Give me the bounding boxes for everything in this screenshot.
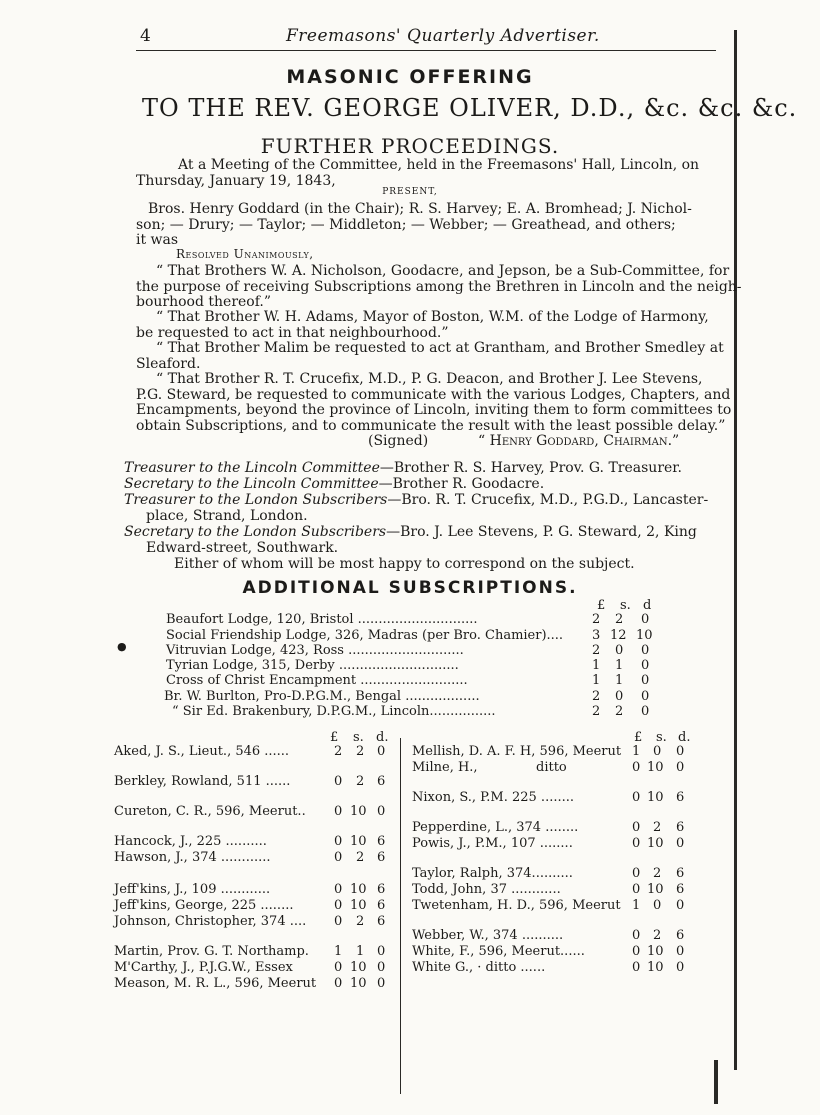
right-row-pence: 6 <box>676 866 685 881</box>
right-row-pounds: 0 <box>632 836 641 851</box>
lodge-row-shillings: 0 <box>615 689 624 704</box>
right-row-pence: 0 <box>676 944 685 959</box>
right-row-pounds: 1 <box>632 898 641 913</box>
left-row-pounds: 0 <box>334 834 343 849</box>
right-row-name: Milne, H., <box>412 760 478 775</box>
lodge-row-name: Vitruvian Lodge, 423, Ross ............................ <box>166 643 464 658</box>
right-row-shillings: 10 <box>647 944 664 959</box>
right-row-pence: 0 <box>676 898 685 913</box>
left-row-name: Jeff'kins, J., 109 ............ <box>114 882 271 897</box>
lodge-row-pounds: 2 <box>592 643 601 658</box>
bullet-mark: ● <box>117 640 127 653</box>
lodge-row-name: Social Friendship Lodge, 326, Madras (per Bro. Chamier).... <box>166 628 564 643</box>
right-row-name: White, F., 596, Meerut...... <box>412 944 585 959</box>
right-row-pence: 6 <box>676 820 685 835</box>
lincoln-secretary <box>124 476 544 492</box>
right-row-shillings: 10 <box>647 960 664 975</box>
right-row-name: Taylor, Ralph, 374.......... <box>412 866 573 881</box>
bros-line-3: it was <box>136 232 179 248</box>
lodge-row-pence: 0 <box>641 689 650 704</box>
left-row-name: Berkley, Rowland, 511 ...... <box>114 774 291 789</box>
lodge-row-pounds: 2 <box>592 612 601 627</box>
right-row-name: Twetenham, H. D., 596, Meerut <box>412 898 621 913</box>
right-row-shillings: 10 <box>647 882 664 897</box>
lodge-row-pence: 10 <box>636 628 653 643</box>
proceedings-heading: FURTHER PROCEEDINGS. <box>260 134 560 158</box>
left-row-shillings: 10 <box>350 804 367 819</box>
left-row-pounds: 0 <box>334 898 343 913</box>
left-row-pounds: 0 <box>334 976 343 991</box>
resolution-4-line-1: “ That Brother R. T. Crucefix, M.D., P. G. Deacon, and Brother J. Lee Stevens, <box>156 371 703 387</box>
right-row-pounds: 0 <box>632 866 641 881</box>
right-row-pence: 6 <box>676 790 685 805</box>
left-row-pence: 6 <box>377 834 386 849</box>
currency-pence: d <box>643 598 652 613</box>
resolution-4-line-2: P.G. Steward, be requested to communicate with the various Lodges, Chapters, and <box>136 387 731 403</box>
london-secretary <box>124 524 697 540</box>
left-row-shillings: 10 <box>350 976 367 991</box>
left-row-name: M'Carthy, J., P.J.G.W., Essex <box>114 960 293 975</box>
resolution-4-line-4: obtain Subscriptions, and to communicate the result with the least possible delay.” <box>136 418 726 434</box>
right-row-pence: 6 <box>676 928 685 943</box>
closing-line: Either of whom will be most happy to correspond on the subject. <box>174 556 635 572</box>
right-row-name: Pepperdine, L., 374 ........ <box>412 820 579 835</box>
currency-pounds: £ <box>597 598 606 613</box>
left-row-pounds: 0 <box>334 914 343 929</box>
left-row-pounds: 0 <box>334 804 343 819</box>
right-row-shillings: 10 <box>647 760 664 775</box>
right-row-shillings: 2 <box>653 820 662 835</box>
lodge-row-shillings: 12 <box>610 628 627 643</box>
meeting-line-1: At a Meeting of the Committee, held in the Freemasons' Hall, Lincoln, on <box>178 157 700 173</box>
resolution-4-line-3: Encampments, beyond the province of Lincoln, inviting them to form committees to <box>136 402 732 418</box>
right-row-pounds: 0 <box>632 944 641 959</box>
right-row-pounds: 0 <box>632 790 641 805</box>
right-row-pounds: 0 <box>632 760 641 775</box>
left-row-name: Jeff'kins, George, 225 ........ <box>114 898 294 913</box>
left-row-name: Hancock, J., 225 .......... <box>114 834 267 849</box>
left-row-shillings: 2 <box>356 774 365 789</box>
officer-name: —Brother R. S. Harvey, Prov. G. Treasurer. <box>379 460 682 476</box>
resolution-1-line-2: the purpose of receiving Subscriptions among the Brethren in Lincoln and the neigh- <box>136 279 742 295</box>
additional-subscriptions-heading: ADDITIONAL SUBSCRIPTIONS. <box>242 578 578 598</box>
lodge-row-pence: 0 <box>641 673 650 688</box>
currency-shillings: s. <box>620 598 631 613</box>
lodge-row-shillings: 0 <box>615 643 624 658</box>
left-row-name: Hawson, J., 374 ............ <box>114 850 271 865</box>
lodge-row-pence: 0 <box>641 612 650 627</box>
left-row-pounds: 1 <box>334 944 343 959</box>
resolution-1-line-1: “ That Brothers W. A. Nicholson, Goodacre, and Jepson, be a Sub-Committee, for <box>156 263 730 279</box>
resolution-2-line-2: be requested to act in that neighbourhood.” <box>136 325 449 341</box>
bros-line-2: son; — Drury; — Taylor; — Middleton; — Webber; — Greathead, and others; <box>136 217 676 233</box>
left-row-pence: 0 <box>377 744 386 759</box>
right-row-pounds: 1 <box>632 744 641 759</box>
dedication-heading: TO THE REV. GEORGE OLIVER, D.D., &c. &c. &c. <box>142 94 798 122</box>
meeting-line-2: Thursday, January 19, 1843, <box>136 173 336 189</box>
right-row-ditto: ditto <box>536 760 567 775</box>
lodge-row-shillings: 2 <box>615 612 624 627</box>
left-row-pence: 0 <box>377 944 386 959</box>
bros-line-1: Bros. Henry Goddard (in the Chair); R. S. Harvey; E. A. Bromhead; J. Nichol- <box>148 201 692 217</box>
left-row-name: Johnson, Christopher, 374 .... <box>114 914 307 929</box>
left-row-pence: 0 <box>377 804 386 819</box>
right-currency-pence: d. <box>678 730 691 745</box>
role-label: Secretary to the London Subscribers <box>124 524 387 540</box>
right-row-pence: 0 <box>676 760 685 775</box>
left-row-pence: 6 <box>377 774 386 789</box>
left-row-shillings: 2 <box>356 744 365 759</box>
edge-mark <box>714 1060 718 1104</box>
left-row-pounds: 0 <box>334 850 343 865</box>
resolution-3-line-1: “ That Brother Malim be requested to act at Grantham, and Brother Smedley at <box>156 340 724 356</box>
lodge-row-name: Cross of Christ Encampment .......................... <box>166 673 468 688</box>
lodge-row-name: Beaufort Lodge, 120, Bristol ............................. <box>166 612 478 627</box>
right-row-pence: 6 <box>676 882 685 897</box>
left-row-name: Aked, J. S., Lieut., 546 ...... <box>114 744 290 759</box>
right-row-name: Webber, W., 374 .......... <box>412 928 564 943</box>
officer-name: —Bro. J. Lee Stevens, P. G. Steward, 2, King <box>386 524 697 540</box>
lodge-row-shillings: 2 <box>615 704 624 719</box>
london-treasurer-address: place, Strand, London. <box>146 508 308 524</box>
left-row-pence: 6 <box>377 898 386 913</box>
left-currency-pence: d. <box>376 730 389 745</box>
lodge-row-pence: 0 <box>641 643 650 658</box>
resolved-label: Resolved Unanimously, <box>176 247 314 261</box>
lodge-row-name: Br. W. Burlton, Pro-D.P.G.M., Bengal .................. <box>164 689 480 704</box>
page-edge-line <box>734 30 737 1070</box>
right-row-name: Powis, J., P.M., 107 ........ <box>412 836 573 851</box>
lodge-row-pounds: 2 <box>592 689 601 704</box>
resolution-3-line-2: Sleaford. <box>136 356 201 372</box>
signature-line: “ Henry Goddard, Chairman.” <box>478 433 680 449</box>
officer-name: —Bro. R. T. Crucefix, M.D., P.G.D., Lancaster- <box>387 492 709 508</box>
lodge-row-name: “ Sir Ed. Brakenbury, D.P.G.M., Lincoln................ <box>172 704 496 719</box>
right-row-pence: 0 <box>676 744 685 759</box>
london-secretary-address: Edward-street, Southwark. <box>146 540 339 556</box>
right-row-pence: 0 <box>676 960 685 975</box>
resolution-1-line-3: bourhood thereof.” <box>136 294 272 310</box>
left-currency-shillings: s. <box>353 730 364 745</box>
left-row-shillings: 2 <box>356 914 365 929</box>
right-row-pounds: 0 <box>632 928 641 943</box>
column-divider <box>400 738 401 1094</box>
role-label: Treasurer to the London Subscribers <box>124 492 388 508</box>
lincoln-treasurer <box>124 460 682 476</box>
right-row-shillings: 2 <box>653 866 662 881</box>
right-row-pounds: 0 <box>632 882 641 897</box>
left-row-pence: 6 <box>377 914 386 929</box>
lodge-row-pence: 0 <box>641 704 650 719</box>
right-row-shillings: 0 <box>653 898 662 913</box>
lodge-row-pounds: 1 <box>592 673 601 688</box>
left-row-pence: 6 <box>377 850 386 865</box>
lodge-row-pounds: 2 <box>592 704 601 719</box>
london-treasurer <box>124 492 708 508</box>
officer-name: —Brother R. Goodacre. <box>378 476 545 492</box>
signed-label: (Signed) <box>368 433 429 449</box>
right-row-name: Nixon, S., P.M. 225 ........ <box>412 790 574 805</box>
left-row-pounds: 2 <box>334 744 343 759</box>
right-currency-shillings: s. <box>656 730 667 745</box>
right-row-pounds: 0 <box>632 960 641 975</box>
right-row-shillings: 10 <box>647 790 664 805</box>
left-row-shillings: 1 <box>356 944 365 959</box>
left-row-pounds: 0 <box>334 882 343 897</box>
left-row-pounds: 0 <box>334 960 343 975</box>
left-row-pence: 0 <box>377 960 386 975</box>
lodge-row-shillings: 1 <box>615 673 624 688</box>
right-row-name: Todd, John, 37 ............ <box>412 882 561 897</box>
left-row-shillings: 10 <box>350 834 367 849</box>
right-row-shillings: 2 <box>653 928 662 943</box>
left-row-pence: 6 <box>377 882 386 897</box>
offering-heading: MASONIC OFFERING <box>286 66 534 88</box>
left-currency-pounds: £ <box>330 730 339 745</box>
left-row-shillings: 10 <box>350 898 367 913</box>
resolution-2-line-1: “ That Brother W. H. Adams, Mayor of Boston, W.M. of the Lodge of Harmony, <box>156 309 709 325</box>
left-row-shillings: 2 <box>356 850 365 865</box>
running-title: Freemasons' Quarterly Advertiser. <box>286 26 600 46</box>
lodge-row-shillings: 1 <box>615 658 624 673</box>
right-currency-pounds: £ <box>634 730 643 745</box>
left-row-pounds: 0 <box>334 774 343 789</box>
right-row-name: Mellish, D. A. F. H, 596, Meerut <box>412 744 622 759</box>
left-row-name: Cureton, C. R., 596, Meerut.. <box>114 804 306 819</box>
present-label: PRESENT, <box>382 187 438 197</box>
right-row-name: White G., · ditto ...... <box>412 960 546 975</box>
lodge-row-name: Tyrian Lodge, 315, Derby ............................. <box>166 658 459 673</box>
left-row-name: Meason, M. R. L., 596, Meerut <box>114 976 317 991</box>
right-row-shillings: 10 <box>647 836 664 851</box>
left-row-pence: 0 <box>377 976 386 991</box>
left-row-shillings: 10 <box>350 960 367 975</box>
header-rule <box>136 50 716 51</box>
right-row-pence: 0 <box>676 836 685 851</box>
right-row-shillings: 0 <box>653 744 662 759</box>
page-number: 4 <box>140 26 151 46</box>
lodge-row-pounds: 3 <box>592 628 601 643</box>
role-label: Secretary to the Lincoln Committee <box>124 476 379 492</box>
role-label: Treasurer to the Lincoln Committee <box>124 460 380 476</box>
left-row-shillings: 10 <box>350 882 367 897</box>
lodge-row-pounds: 1 <box>592 658 601 673</box>
lodge-row-pence: 0 <box>641 658 650 673</box>
left-row-name: Martin, Prov. G. T. Northamp. <box>114 944 309 959</box>
right-row-pounds: 0 <box>632 820 641 835</box>
